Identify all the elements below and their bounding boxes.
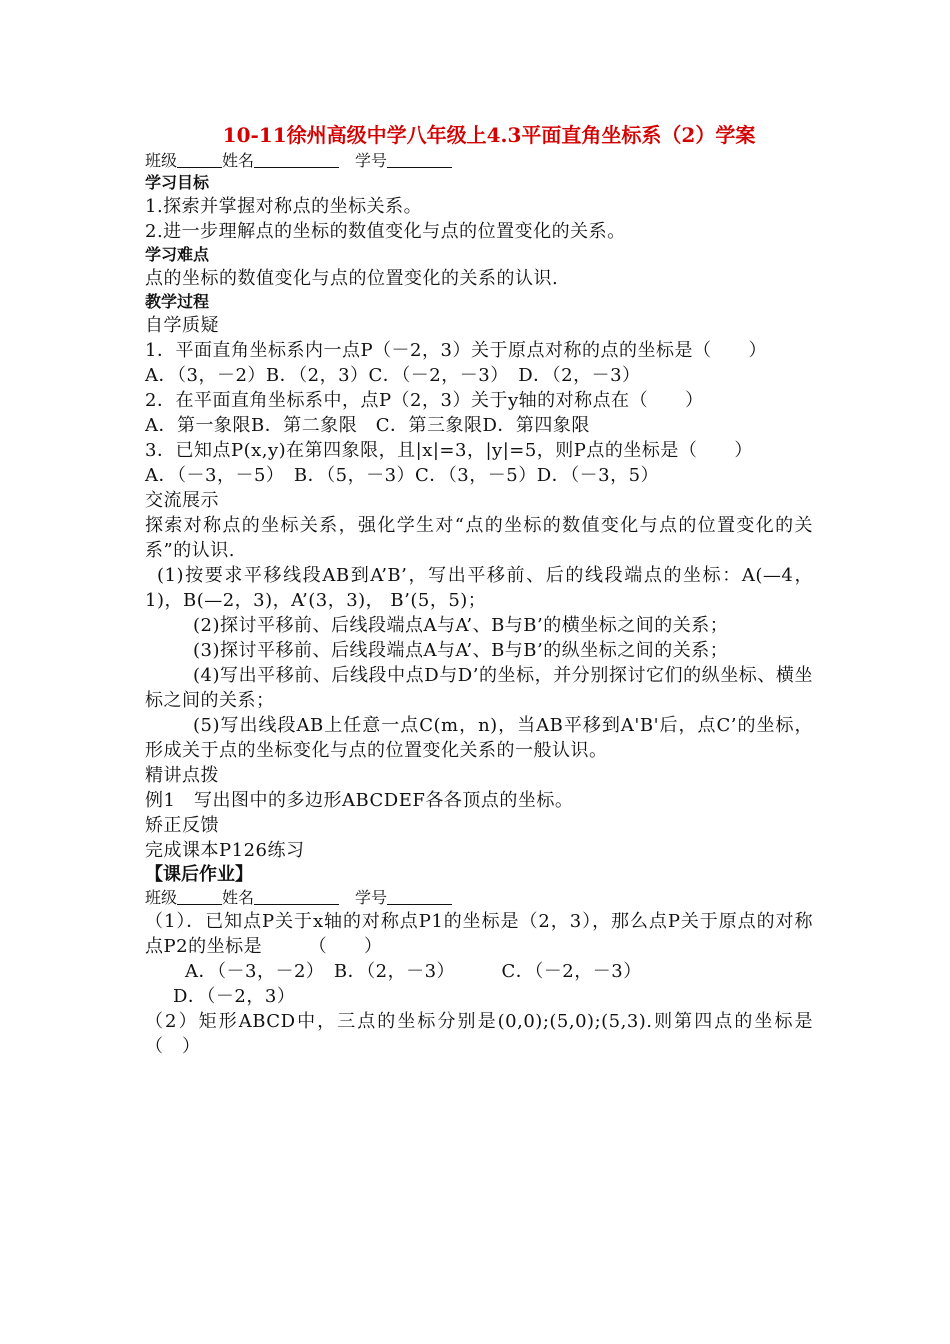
document-page xyxy=(145,120,813,1059)
student-info-line xyxy=(145,150,813,172)
class-blank xyxy=(177,151,222,168)
practice-text: 完成课本P126练习 xyxy=(145,840,305,861)
explore-text: 探索对称点的坐标关系，强化学生对“点的坐标的数值变化与点的位置变化的关系”的认识. xyxy=(145,515,813,561)
difficulty-heading: 学习难点 xyxy=(145,245,210,264)
number-label: 学号 xyxy=(355,151,388,170)
lecture-heading: 精讲点拨 xyxy=(145,765,219,786)
homework-question-1-options-a: A．（－3，－2） B．（2，－3） C．（－2，－3） xyxy=(185,961,642,982)
task-2-text: (2)探讨平移前、后线段端点A与A’、B与B’的横坐标之间的关系； xyxy=(193,615,729,636)
question-2-options: A．第一象限B．第二象限 C．第三象限D．第四象限 xyxy=(145,415,590,436)
process-heading: 教学过程 xyxy=(145,292,210,311)
question-2-stem: 2．在平面直角坐标系中，点P（2，3）关于y轴的对称点在（ ） xyxy=(145,390,704,411)
task-4-text: (4)写出平移前、后线段中点D与D’的坐标，并分别探讨它们的纵坐标、横坐标之间的关系； xyxy=(145,665,813,711)
number-blank xyxy=(387,151,452,168)
homework-number-blank xyxy=(387,888,452,905)
task-1-text: (1)按要求平移线段AB到A’B’，写出平移前、后的线段端点的坐标：A(—4，1)，B(—2，3)，A’(3，3)， B’(5，5)； xyxy=(145,565,813,611)
class-label: 班级 xyxy=(145,151,178,170)
exchange-heading: 交流展示 xyxy=(145,490,219,511)
task-3-text: (3)探讨平移前、后线段端点A与A’、B与B’的纵坐标之间的关系； xyxy=(193,640,729,661)
difficulty-text: 点的坐标的数值变化与点的位置变化的关系的认识. xyxy=(145,268,559,289)
homework-class-blank xyxy=(177,888,222,905)
document-title: 10-11徐州高级中学八年级上4.3平面直角坐标系（2）学案 xyxy=(222,123,756,147)
homework-number-label: 学号 xyxy=(355,888,388,907)
task-3 xyxy=(145,638,813,663)
name-label: 姓名 xyxy=(222,151,255,170)
name-blank xyxy=(254,151,339,168)
task-2 xyxy=(145,613,813,638)
objective-item-1: 1.探索并掌握对称点的坐标关系。 xyxy=(145,196,423,217)
homework-name-blank xyxy=(254,888,339,905)
question-1-stem: 1．平面直角坐标系内一点P（－2，3）关于原点对称的点的坐标是（ ） xyxy=(145,340,767,361)
task-1 xyxy=(145,563,813,613)
task-4 xyxy=(145,663,813,713)
homework-student-info-line xyxy=(145,887,813,909)
task-5-text: (5)写出线段AB上任意一点C(m，n)，当AB平移到A'B'后，点C’的坐标，形成关于点的坐标变化与点的位置变化关系的一般认识。 xyxy=(145,715,813,761)
question-3-options: A．（－3，－5） B．（5，－3）C．（3，－5）D．（－3，5） xyxy=(145,465,660,486)
self-study-heading: 自学质疑 xyxy=(145,315,219,336)
homework-question-1-options-b: D．（－2，3） xyxy=(173,986,296,1007)
task-5 xyxy=(145,713,813,763)
homework-question-1-stem: （1）．已知点P关于x轴的对称点P1的坐标是（2，3），那么点P关于原点的对称点P2的坐标是 （ ） xyxy=(145,911,813,957)
question-1-options: A．（3，－2）B．（2，3）C．（－2，－3） D．（2，－3） xyxy=(145,365,641,386)
objectives-heading: 学习目标 xyxy=(145,173,210,192)
example-1: 例1 写出图中的多边形ABCDEF各各顶点的坐标。 xyxy=(145,790,574,811)
homework-class-label: 班级 xyxy=(145,888,178,907)
correction-heading: 矫正反馈 xyxy=(145,815,219,836)
homework-question-2-stem: （2）矩形ABCD中，三点的坐标分别是(0,0);(5,0);(5,3).则第四点的坐标是（ ） xyxy=(145,1011,813,1057)
objective-item-2: 2.进一步理解点的坐标的数值变化与点的位置变化的关系。 xyxy=(145,221,626,242)
question-3-stem: 3．已知点P(x,y)在第四象限，且|x|=3，|y|=5，则P点的坐标是（ ） xyxy=(145,440,753,461)
homework-name-label: 姓名 xyxy=(222,888,255,907)
homework-heading: 【课后作业】 xyxy=(145,864,253,885)
